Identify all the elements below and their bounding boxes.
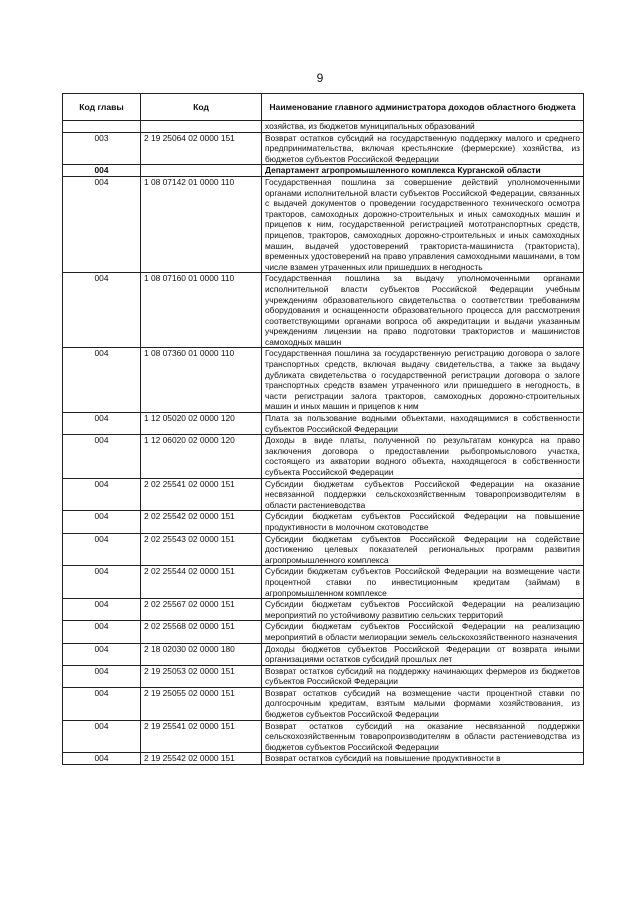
table-row <box>63 621 584 643</box>
table-row <box>63 478 584 511</box>
revenue-name-cell: Возврат остатков субсидий на оказание несвязанной поддержки сельскохозяйственным товаропроизводителям в области растениеводства из бюджетов субъектов Российской Федерации <box>262 720 584 753</box>
chapter-code-cell <box>63 121 141 133</box>
table-header-row <box>63 94 584 121</box>
revenue-code-cell: 1 08 07360 01 0000 110 <box>141 348 262 413</box>
chapter-code-cell: 004 <box>63 720 141 753</box>
chapter-code-cell: 004 <box>63 665 141 687</box>
chapter-code-cell: 004 <box>63 413 141 435</box>
revenue-code-cell: 2 19 25055 02 0000 151 <box>141 687 262 720</box>
revenue-code-cell: 2 02 25567 02 0000 151 <box>141 599 262 621</box>
header-chapter-code: Код главы <box>63 94 141 121</box>
table-row <box>63 121 584 133</box>
chapter-code-cell: 004 <box>63 621 141 643</box>
revenue-code-cell: 2 19 25064 02 0000 151 <box>141 132 262 165</box>
revenue-code-cell: 2 19 25053 02 0000 151 <box>141 665 262 687</box>
table-row <box>63 413 584 435</box>
table-row <box>63 132 584 165</box>
revenue-name-cell: Департамент агропромышленного комплекса Курганской области <box>262 165 584 177</box>
revenue-code-cell: 2 19 25542 02 0000 151 <box>141 753 262 765</box>
chapter-code-cell: 004 <box>63 511 141 533</box>
chapter-code-cell: 004 <box>63 599 141 621</box>
revenue-code-cell: 2 02 25544 02 0000 151 <box>141 566 262 599</box>
revenue-code-cell: 1 08 07142 01 0000 110 <box>141 176 262 272</box>
table-row <box>63 273 584 348</box>
chapter-code-cell: 004 <box>63 348 141 413</box>
chapter-code-cell: 004 <box>63 176 141 272</box>
revenue-code-cell: 2 02 25568 02 0000 151 <box>141 621 262 643</box>
revenue-code-cell <box>141 165 262 177</box>
header-admin-name: Наименование главного администратора доходов областного бюджета <box>262 94 584 121</box>
table-row <box>63 176 584 272</box>
chapter-code-cell: 004 <box>63 566 141 599</box>
revenue-name-cell: Возврат остатков субсидий на возмещение части процентной ставки по долгосрочным кредитам, взятым малыми формами хозяйствования, из бюджетов субъектов Российской Федерации <box>262 687 584 720</box>
revenue-name-cell: Доходы в виде платы, полученной по результатам конкурса на право заключения договора о предоставлении рыбопромыслового участка, состоящего из акватории водного объекта, находящегося в собственности субъекта Российской Федерации <box>262 435 584 478</box>
header-code: Код <box>141 94 262 121</box>
revenue-code-cell: 1 08 07160 01 0000 110 <box>141 273 262 348</box>
revenue-name-cell: Субсидии бюджетам субъектов Российской Федерации на возмещение части процентной ставки по инвестиционным кредитам (займам) в агропромышленном комплексе <box>262 566 584 599</box>
revenue-name-cell: Субсидии бюджетам субъектов Российской Федерации на реализацию мероприятий в области мелиорации земель сельскохозяйственного назначения <box>262 621 584 643</box>
revenue-name-cell: Субсидии бюджетам субъектов Российской Федерации на реализацию мероприятий по устойчивому развитию сельских территорий <box>262 599 584 621</box>
revenue-name-cell: Субсидии бюджетам субъектов Российской Федерации на содействие достижению целевых показателей региональных программ развития агропромышленного комплекса <box>262 533 584 566</box>
revenue-name-cell: Возврат остатков субсидий на поддержку начинающих фермеров из бюджетов субъектов Российской Федерации <box>262 665 584 687</box>
table-row <box>63 566 584 599</box>
revenue-code-cell: 1 12 05020 02 0000 120 <box>141 413 262 435</box>
chapter-code-cell: 004 <box>63 687 141 720</box>
revenue-name-cell: Возврат остатков субсидий на государственную поддержку малого и среднего предпринимательства, включая крестьянские (фермерские) хозяйства, из бюджетов субъектов Российской Федерации <box>262 132 584 165</box>
table-row <box>63 165 584 177</box>
table-row <box>63 533 584 566</box>
chapter-code-cell: 003 <box>63 132 141 165</box>
revenue-code-cell: 2 02 25542 02 0000 151 <box>141 511 262 533</box>
revenue-name-cell: Субсидии бюджетам субъектов Российской Федерации на оказание несвязанной поддержки сельскохозяйственным товаропроизводителям в области растениеводства <box>262 478 584 511</box>
page-number: 9 <box>316 71 324 85</box>
revenue-name-cell: Плата за пользование водными объектами, находящимися в собственности субъектов Российской Федерации <box>262 413 584 435</box>
chapter-code-cell: 004 <box>63 643 141 665</box>
table-row <box>63 348 584 413</box>
chapter-code-cell: 004 <box>63 435 141 478</box>
table-row <box>63 643 584 665</box>
chapter-code-cell: 004 <box>63 273 141 348</box>
revenue-code-cell: 2 19 25541 02 0000 151 <box>141 720 262 753</box>
chapter-code-cell: 004 <box>63 533 141 566</box>
revenue-code-cell: 1 12 06020 02 0000 120 <box>141 435 262 478</box>
chapter-code-cell: 004 <box>63 753 141 765</box>
revenue-name-cell: Государственная пошлина за государственную регистрацию договора о залоге транспортных средств, включая выдачу свидетельства, а также за выдачу дубликата свидетельства о государственной регистрации договора о залоге транспортных средств взамен утраченного или пришедшего в негодность, в части регистрации залога тракторов, самоходных дорожно-строительных машин и иных машин и прицепов к ним <box>262 348 584 413</box>
table-row <box>63 665 584 687</box>
revenue-name-cell: Доходы бюджетов субъектов Российской Федерации от возврата иными организациями остатков субсидий прошлых лет <box>262 643 584 665</box>
table-body <box>63 121 584 765</box>
table-row <box>63 511 584 533</box>
revenue-name-cell: хозяйства, из бюджетов муниципальных образований <box>262 121 584 133</box>
revenue-name-cell: Субсидии бюджетам субъектов Российской Федерации на повышение продуктивности в молочном скотоводстве <box>262 511 584 533</box>
revenue-administrators-table <box>62 93 584 765</box>
table-row <box>63 687 584 720</box>
table-row <box>63 435 584 478</box>
revenue-name-cell: Возврат остатков субсидий на повышение продуктивности в <box>262 753 584 765</box>
revenue-code-cell <box>141 121 262 133</box>
chapter-code-cell: 004 <box>63 165 141 177</box>
revenue-code-cell: 2 02 25543 02 0000 151 <box>141 533 262 566</box>
revenue-name-cell: Государственная пошлина за выдачу уполномоченными органами исполнительной власти субъектов Российской Федерации учебным учреждениям образовательного свидетельства о соответствии требованиям оборудования и оснащенности образовательного процесса для рассмотрения соответствующими органами вопроса об аккредитации и выдачи указанным учреждениям лицензии на право подготовки трактористов и машинистов самоходных машин <box>262 273 584 348</box>
revenue-name-cell: Государственная пошлина за совершение действий уполномоченными органами исполнительной власти субъектов Российской Федерации, связанных с выдачей документов о проведении государственного технического осмотра тракторов, самоходных дорожно-строительных и иных самоходных машин и прицепов к ним, государственной регистрацией мототранспортных средств, прицепов, тракторов, самоходных дорожно-строительных и иных самоходных машин, выдачей удостоверений тракториста-машиниста (тракториста), временных удостоверений на право управления самоходными машинами, в том числе взамен утраченных или пришедших в негодность <box>262 176 584 272</box>
table-row <box>63 720 584 753</box>
revenue-code-cell: 2 02 25541 02 0000 151 <box>141 478 262 511</box>
table-row <box>63 753 584 765</box>
chapter-code-cell: 004 <box>63 478 141 511</box>
table-row <box>63 599 584 621</box>
revenue-code-cell: 2 18 02030 02 0000 180 <box>141 643 262 665</box>
